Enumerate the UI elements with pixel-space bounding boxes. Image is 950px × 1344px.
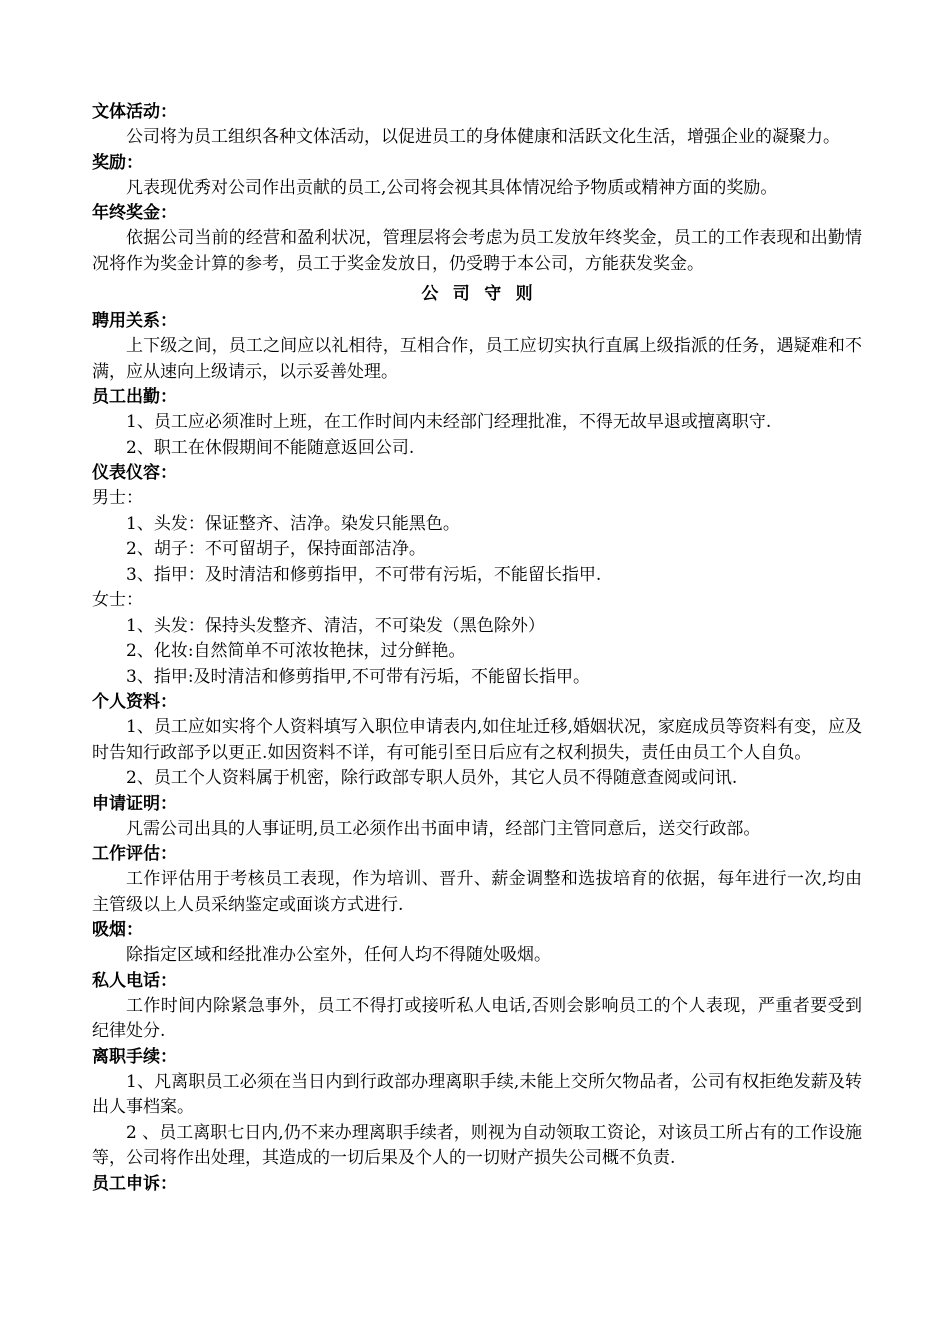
rule-paragraph-employment: 上下级之间，员工之间应以礼相待，互相合作，员工应切实执行直属上级指派的任务，遇疑难和不满，应从速向上级请示，以示妥善处理。 xyxy=(92,336,862,382)
appearance-women-item-2: 2、化妆:自然简单不可浓妆艳抹，过分鲜艳。 xyxy=(126,641,466,661)
appearance-men-item-3: 3、指甲：及时清洁和修剪指甲，不可带有污垢，不能留长指甲. xyxy=(126,564,602,585)
rule-paragraph-smoking: 除指定区域和经批准办公室外，任何人均不得随处吸烟。 xyxy=(126,945,551,965)
rule-heading-smoking: 吸烟： xyxy=(92,920,143,940)
rule-heading-employment: 聘用关系： xyxy=(92,311,177,331)
rule-item-attendance-2: 2、职工在休假期间不能随意返回公司. xyxy=(126,437,415,458)
rule-item-resignation-1: 1、凡离职员工必须在当日内到行政部办理离职手续,未能上交所欠物品者，公司有权拒绝发薪及转出人事档案。 xyxy=(92,1071,862,1117)
rule-heading-appeal: 员工申诉： xyxy=(92,1173,177,1194)
section-paragraph-recreation: 公司将为员工组织各种文体活动，以促进员工的身体健康和活跃文化生活，增强企业的凝聚力。 xyxy=(126,127,840,147)
company-rules-title: 公司守则 xyxy=(421,284,548,304)
appearance-women-label: 女士： xyxy=(92,590,143,610)
section-paragraph-year-end-bonus: 依据公司当前的经营和盈利状况，管理层将会考虑为员工发放年终奖金，员工的工作表现和出勤情况将作为奖金计算的参考，员工于奖金发放日，仍受聘于本公司，方能获发奖金。 xyxy=(92,228,862,274)
rule-heading-attendance: 员工出勤： xyxy=(92,387,177,407)
section-heading-year-end-bonus: 年终奖金： xyxy=(92,203,177,223)
rule-item-personal-info-2: 2、员工个人资料属于机密，除行政部专职人员外，其它人员不得随意查阅或问讯. xyxy=(126,768,738,788)
rule-heading-phone: 私人电话： xyxy=(92,970,177,991)
rule-heading-appearance: 仪表仪容： xyxy=(92,463,177,483)
appearance-men-item-1: 1、头发：保证整齐、洁净。染发只能黑色。 xyxy=(126,513,460,534)
rule-item-attendance-1: 1、员工应必须准时上班，在工作时间内未经部门经理批准，不得无故早退或擅离职守. xyxy=(126,412,772,432)
rule-heading-personal-info: 个人资料： xyxy=(92,692,177,712)
rule-heading-certificate: 申请证明： xyxy=(92,793,177,814)
appearance-women-item-3: 3、指甲:及时清洁和修剪指甲,不可带有污垢，不能留长指甲。 xyxy=(126,666,590,687)
section-heading-reward: 奖励： xyxy=(92,152,143,173)
section-paragraph-reward: 凡表现优秀对公司作出贡献的员工,公司将会视其具体情况给予物质或精神方面的奖励。 xyxy=(126,177,778,198)
rule-item-personal-info-1: 1、员工应如实将个人资料填写入职位申请表内,如住址迁移,婚姻状况，家庭成员等资料有变，应及时告知行政部予以更正.如因资料不详，有可能引至日后应有之权利损失，责任由员工个人自负。 xyxy=(92,717,862,763)
rule-paragraph-evaluation: 工作评估用于考核员工表现，作为培训、晋升、薪金调整和选拔培育的依据，每年进行一次,均由主管级以上人员采纳鉴定或面谈方式进行. xyxy=(92,869,862,915)
rule-heading-evaluation: 工作评估： xyxy=(92,844,177,864)
section-heading-recreation: 文体活动： xyxy=(92,102,177,122)
rule-heading-resignation: 离职手续： xyxy=(92,1046,177,1067)
rule-item-resignation-2: 2 、员工离职七日内,仍不来办理离职手续者，则视为自动领取工资论，对该员工所占有的工作设施等，公司将作出处理，其造成的一切后果及个人的一切财产损失公司概不负责. xyxy=(92,1122,862,1168)
appearance-women-item-1: 1、头发：保持头发整齐、清洁，不可染发（黑色除外） xyxy=(126,615,545,636)
rule-paragraph-certificate: 凡需公司出具的人事证明,员工必须作出书面申请，经部门主管同意后，送交行政部。 xyxy=(126,818,761,839)
rule-paragraph-phone: 工作时间内除紧急事外，员工不得打或接听私人电话,否则会影响员工的个人表现，严重者要受到纪律处分. xyxy=(92,995,862,1041)
appearance-men-label: 男士： xyxy=(92,488,143,508)
document-content xyxy=(92,100,862,1197)
appearance-men-item-2: 2、胡子：不可留胡子，保持面部洁净。 xyxy=(126,539,426,559)
